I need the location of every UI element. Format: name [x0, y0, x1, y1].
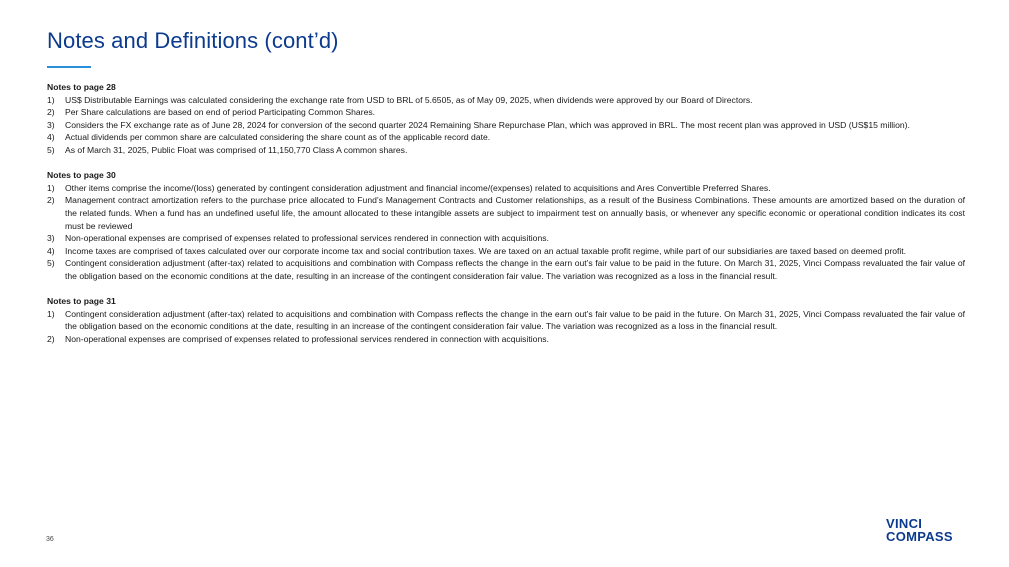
note-text: Non-operational expenses are comprised of expenses related to professional services rendered in connection with acquisitions. [65, 233, 549, 244]
note-number: 1) [47, 182, 55, 193]
note-item [47, 333, 965, 346]
note-text: Contingent consideration adjustment (after-tax) related to acquisitions and combination with Compass reflects the change in the earn out’s fair value to be paid in the future. On March 31, 2025, Vinci Compass revaluated the fair value of the obligation based on the economic conditions at the date, resulting in an increase of the contingent consideration fair value. The variation was recognized as a loss in the financial result. [65, 258, 965, 281]
note-item [47, 182, 965, 195]
logo-line-1: VINCI [886, 516, 923, 531]
note-text: Income taxes are comprised of taxes calculated over our corporate income tax and social contribution taxes. We are taxed on an actual taxable profit regime, while part of our subsidiaries are taxed based on deemed profit. [65, 245, 907, 256]
note-text: Contingent consideration adjustment (after-tax) related to acquisitions and combination with Compass reflects the change in the earn out’s fair value to be paid in the future. On March 31, 2025, Vinci Compass revaluated the fair value of the obligation based on the economic conditions at the date, resulting in an increase of the contingent consideration fair value. The variation was recognized as a loss in the financial result. [65, 308, 965, 332]
note-item [47, 106, 965, 119]
vinci-compass-logo [886, 517, 953, 543]
note-item [47, 232, 965, 245]
note-text: As of March 31, 2025, Public Float was comprised of 11,150,770 Class A common shares. [65, 144, 408, 155]
notes-section [47, 295, 965, 345]
note-number: 2) [47, 333, 55, 344]
section-heading: Notes to page 28 [47, 82, 116, 92]
note-text: Other items comprise the income/(loss) generated by contingent consideration adjustment and financial income/(expenses) related to acquisitions and Ares Convertible Preferred Shares. [65, 182, 771, 193]
note-item [47, 194, 965, 232]
note-text: Non-operational expenses are comprised of expenses related to professional services rendered in connection with acquisitions. [65, 333, 549, 344]
notes-section [47, 81, 965, 157]
note-text: Management contract amortization refers to the purchase price allocated to Fund’s Management Contracts and Customer relationships, as a result of the Business Combinations. These amounts are amortized based on the duration of the related funds. When a fund has an undefined useful life, the amount allocated to these intangible assets are subject to impairment test on annually basis, or whenever any specific economic or operational condition indicates its cost must be reviewed [65, 195, 965, 231]
section-heading: Notes to page 31 [47, 296, 116, 307]
note-number: 1) [47, 308, 55, 319]
note-text: US$ Distributable Earnings was calculated considering the exchange rate from USD to BRL of 5.6505, as of May 09, 2025, when dividends were approved by our Board of Directors. [65, 94, 753, 105]
notes-section [47, 169, 965, 282]
note-text: Actual dividends per common share are calculated considering the share count as of the applicable record date. [65, 132, 491, 143]
note-number: 3) [47, 119, 55, 130]
note-number: 1) [47, 94, 55, 105]
logo-line-2: COMPASS [886, 529, 953, 544]
note-text: Per Share calculations are based on end of period Participating Common Shares. [65, 107, 376, 118]
page-title: Notes and Definitions (cont’d) [47, 28, 339, 53]
note-number: 2) [47, 107, 55, 118]
note-item [47, 144, 965, 157]
note-number: 4) [47, 132, 55, 143]
note-text: Considers the FX exchange rate as of June 28, 2024 for conversion of the second quarter 2024 Remaining Share Repurchase Plan, which was approved in BRL. The most recent plan was approved in USD (US$15 million). [65, 119, 910, 130]
section-heading: Notes to page 30 [47, 170, 116, 181]
note-number: 2) [47, 195, 55, 206]
note-item [47, 245, 965, 258]
note-item [47, 119, 965, 132]
note-number: 3) [47, 233, 55, 244]
note-item [47, 131, 965, 144]
note-item [47, 308, 965, 333]
note-number: 5) [47, 144, 55, 155]
note-item [47, 257, 965, 282]
note-number: 5) [47, 258, 55, 269]
page-number: 36 [46, 536, 54, 543]
note-number: 4) [47, 245, 55, 256]
title-underline [47, 66, 91, 68]
notes-content [47, 81, 965, 358]
note-item [47, 94, 965, 107]
